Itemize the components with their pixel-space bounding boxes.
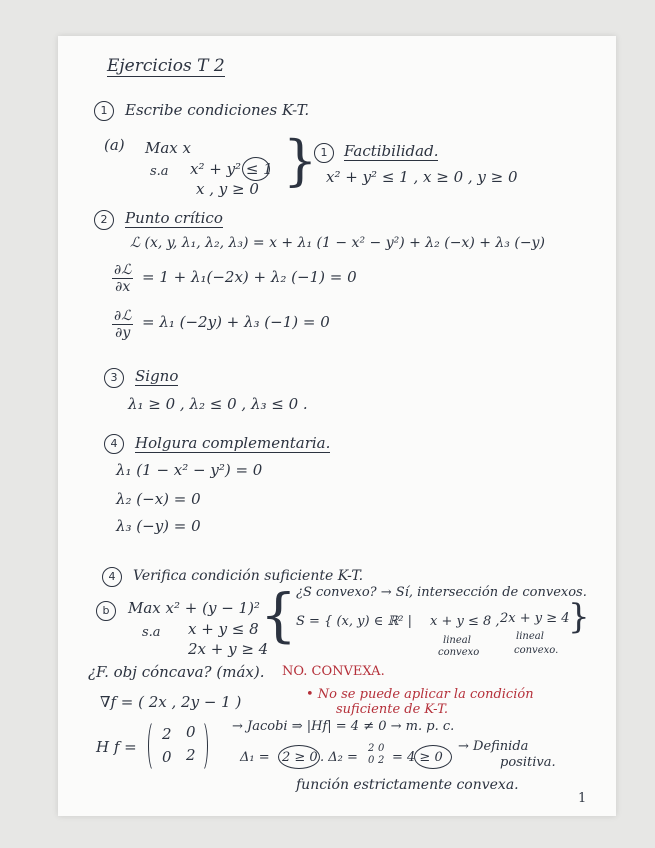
part-label: (a)	[104, 136, 125, 154]
red-answer: NO. CONVEXA.	[282, 664, 385, 679]
set-constraint: x + y ≤ 8 ,	[430, 614, 500, 629]
exercise-number: 4	[102, 567, 122, 587]
equation: λ₂ (−x) = 0	[116, 490, 201, 508]
matrix-entry: 0	[162, 748, 172, 766]
equation: λ₃ (−y) = 0	[116, 517, 201, 535]
matrix-entry: 2	[368, 743, 375, 754]
part-label: b	[96, 601, 116, 621]
exercise-number: 1	[94, 101, 114, 121]
red-note: suficiente de K-T.	[336, 702, 449, 717]
exercise-number: 4	[104, 434, 124, 454]
concavity-question: ¿F. obj cóncava? (máx).	[88, 663, 265, 681]
minor-label: Δ₁ =	[240, 750, 270, 765]
brace: }	[283, 129, 318, 192]
sign-conditions: λ₁ ≥ 0 , λ₂ ≤ 0 , λ₃ ≤ 0 .	[128, 395, 308, 413]
circled-mark	[278, 745, 320, 769]
matrix-entry: 0	[368, 755, 375, 766]
subject-to: s.a	[150, 164, 169, 179]
page-title: Ejercicios T 2	[107, 56, 225, 76]
equation: λ₁ (1 − x² − y²) = 0	[116, 461, 263, 479]
conclusion: función estrictamente convexa.	[296, 777, 519, 793]
subitem-heading: Factibilidad.	[344, 142, 439, 160]
brace: {	[260, 581, 297, 649]
annotation: lineal	[443, 635, 471, 646]
minor-value: = 4 ≥ 0	[392, 750, 443, 765]
exercise-heading: Escribe condiciones K-T.	[125, 101, 310, 119]
feasible-set: S = { (x, y) ∈ ℝ² |	[296, 614, 412, 629]
brace: }	[568, 597, 590, 637]
set-constraint: 2x + y ≥ 4	[500, 611, 570, 626]
matrix-entry: 2	[378, 755, 385, 766]
annotation: lineal	[516, 631, 544, 642]
minor-value: 2 ≥ 0	[282, 750, 318, 765]
fraction-denominator: ∂x	[115, 279, 131, 295]
fraction-numerator: ∂ℒ	[114, 262, 132, 278]
gradient: ∇f = ( 2x , 2y − 1 )	[100, 693, 242, 711]
constraint: x + y ≤ 8	[188, 620, 259, 638]
definiteness: → Definida	[458, 739, 529, 754]
circled-mark	[242, 157, 270, 181]
constraint: 2x + y ≥ 4	[188, 640, 269, 658]
exercise-number: 2	[94, 210, 114, 230]
subitem-number: 1	[314, 143, 334, 163]
constraint: x , y ≥ 0	[196, 180, 259, 198]
fraction-numerator: ∂ℒ	[114, 308, 132, 324]
equation: = 1 + λ₁(−2x) + λ₂ (−1) = 0	[142, 268, 357, 286]
exercise-heading: Holgura complementaria.	[135, 434, 331, 452]
matrix-entry: 0	[378, 743, 385, 754]
matrix-paren	[148, 720, 160, 772]
partial-derivative	[112, 308, 133, 341]
objective: Max x	[145, 139, 191, 157]
jacobi-line: → Jacobi ⇒ |Hf| = 4 ≠ 0 → m. p. c.	[232, 719, 455, 734]
partial-derivative	[112, 262, 133, 295]
matrix-entry: 2	[186, 746, 196, 764]
feasibility-conditions: x² + y² ≤ 1 , x ≥ 0 , y ≥ 0	[326, 168, 518, 186]
fraction-denominator: ∂y	[115, 325, 131, 341]
exercise-heading: Signo	[135, 367, 179, 385]
matrix-paren	[196, 720, 208, 772]
exercise-heading: Verifica condición suficiente K-T.	[133, 568, 364, 584]
page-number: 1	[578, 791, 587, 806]
definiteness: positiva.	[500, 755, 556, 770]
annotation: convexo.	[514, 645, 559, 656]
minor-label: . Δ₂ =	[320, 750, 358, 765]
hessian-label: H f =	[96, 738, 137, 756]
exercise-number: 3	[104, 368, 124, 388]
constraint: x² + y² ≤ 1	[190, 160, 273, 178]
subject-to: s.a	[142, 625, 161, 640]
red-note: • No se puede aplicar la condición	[306, 687, 534, 702]
circled-mark	[414, 745, 452, 769]
equation: = λ₁ (−2y) + λ₃ (−1) = 0	[142, 313, 330, 331]
objective: Max x² + (y − 1)²	[128, 599, 260, 617]
matrix-entry: 0	[186, 723, 196, 741]
exercise-heading: Punto crítico	[125, 209, 223, 227]
convexity-question: ¿S convexo? → Sí, intersección de convexos.	[296, 585, 587, 600]
matrix-entry: 2	[162, 725, 172, 743]
lagrangian: ℒ (x, y, λ₁, λ₂, λ₃) = x + λ₁ (1 − x² − y²) + λ₂ (−x) + λ₃ (−y)	[130, 235, 545, 251]
hessian-matrix	[148, 720, 208, 770]
annotation: convexo	[438, 647, 480, 658]
